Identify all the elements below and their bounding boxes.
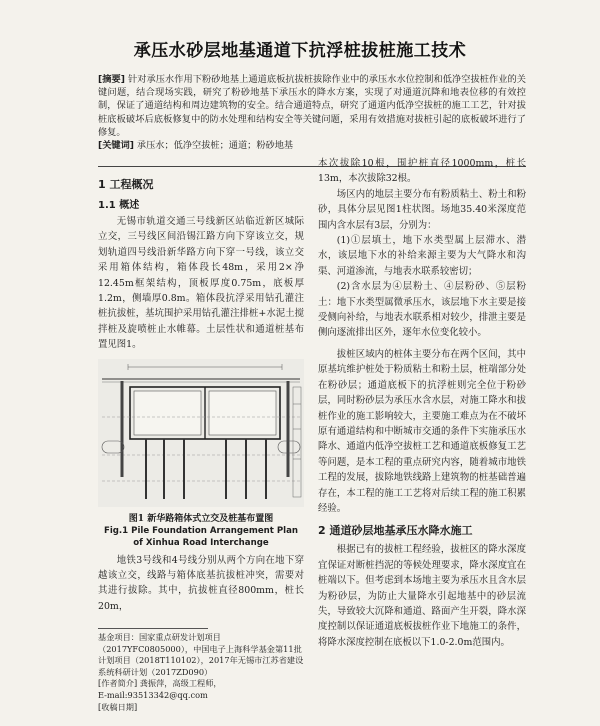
section-1-heading: 1 工程概况 bbox=[98, 178, 154, 191]
right-paragraph-aquifer-2: (2)含水层为④层粉土、④层粉砂、⑤层粉土：地下水类型属微承压水，该层地下水主要是接受侧向补给，与地表水联系相对较少，排泄主要是侧向逐流排出区外，逐年水位变化较小。 bbox=[318, 281, 526, 339]
section-1-1-heading: 1.1 概述 bbox=[98, 200, 140, 211]
figure-1-caption-cn: 图1 新华路箱体式立交及桩基布置图 bbox=[128, 513, 274, 524]
keywords-label: [关键词] bbox=[98, 140, 134, 152]
footnote-email: E-mail:93513342@qq.com bbox=[98, 689, 208, 700]
footnote bbox=[98, 632, 304, 713]
left-column bbox=[98, 176, 304, 614]
right-column bbox=[318, 156, 526, 650]
footnote-fund: 基金项目：国家重点研发计划项目（2017YFC0805000），中国电子上海科学基金第11批计划项目（2018T110102），2017年无锡市江苏省建设系统科研计划（2017ZD090） bbox=[98, 632, 304, 677]
figure-1-caption-en: Fig.1 Pile Foundation Arrangement Plan of Xinhua Road Interchange bbox=[103, 525, 299, 548]
section-1-paragraph-1: 无锡市轨道交通三号线新区站临近新区城际立交，三号线区间沿锡江路方向下穿该立交，规划轨道四号线沿新华路方向下穿一号线，该立交采用箱体结构，箱体段长48m，采用2×净12.45m框架结构，顶板厚度0.75m，底板厚1.2m，侧墙厚0.8m。箱体段抗浮采用钻孔灌注桩抗拔桩，基坑围护采用钻孔灌注排桩+水泥土搅拌桩及旋喷桩止水帷幕。土层性状和通道桩基布置见图1。 bbox=[98, 216, 304, 351]
footnote-received: [收稿日期] bbox=[98, 701, 138, 712]
pile-layout-drawing bbox=[98, 359, 304, 507]
paper-title: 承压水砂层地基通道下抗浮桩拔桩施工技术 bbox=[133, 41, 467, 61]
footnote-divider bbox=[98, 628, 208, 629]
abstract bbox=[98, 73, 526, 152]
section-2-paragraph: 根据已有的拔桩工程经验，拔桩区的降水深度宜保证对断桩挡泥的等候处理要求，降水深度宜在桩端以下。但考虑到本场地主要为承压水且含水层为粉砂层，为防止大量降水引起地基中的砂层流失，导致较大沉降和通道、路面产生开裂，降水深度控制以保证通道底板拔桩作业下地施工的条件，将降水深度控制在底板以下1.0-2.0m范围内。 bbox=[318, 544, 526, 648]
abstract-text: 针对承压水作用下粉砂地基上通道底板抗拔桩拔除作业中的承压水水位控制和低净空拔桩作业的关键问题，结合现场实践，研究了粉砂地基下承压水的降水方案，实现了对通道沉降和地表位移的有效控制，保证了通道结构和周边建筑物的安全。结合通道特点，研究了通道内低净空拔桩的施工工艺，针对拔桩底板破坏后底板修复中的防水处理和结构安全等关键问题，采用有效措施对拔桩引起的底板破坏进行了修复。 bbox=[98, 74, 526, 138]
right-paragraph-geology: 场区内的地层主要分布有粉质粘土、粉土和粉砂，具体分层见图1柱状图。场地35.40米深度范围内含水层有3层，分别为： bbox=[318, 188, 526, 231]
figure-1-diagram bbox=[98, 359, 304, 507]
section-1-paragraph-2: 地铁3号线和4号线分别从两个方向在地下穿越该立交，线路与箱体底基抗拔桩冲突，需要对其进行拔除。其中，抗拔桩直径800mm，桩长20m， bbox=[98, 554, 304, 612]
right-paragraph-continued: 本次拔除10根，围护桩直径1000mm，桩长13m，本次拔除32根。 bbox=[318, 158, 526, 185]
right-paragraph-key-issues: 拔桩区域内的桩体主要分布在两个区间，其中原基坑维护桩处于粉质粘土和粉土层，桩端部分处在粉砂层；通道底板下的抗浮桩则完全位于粉砂层，同时粉砂层为承压水含水层，对施工降水和拔桩作业的施工影响较大，主要施工难点为在不破坏原有通道结构和中断城市交通的条件下实施承压水降水、通道内低净空拔桩工艺和通道底板修复工艺等问题，是本工程的重点研究内容，随着城市地铁工程的发展，拔除地铁线路上建筑物的桩基础普遍存在，本工程的施工工艺将对后续工程的施工积累经验。 bbox=[318, 348, 526, 514]
section-2-heading: 2 通道砂层地基承压水降水施工 bbox=[318, 524, 473, 538]
keywords-text: 承压水；低净空拔桩；通道；粉砂地基 bbox=[136, 140, 294, 152]
right-paragraph-aquifer-1: (1)①层填土，地下水类型属上层滞水、潜水，该层地下水的补给来源主要为大气降水和沟渠、河道渗流，与地表水联系较密切； bbox=[318, 235, 526, 277]
abstract-label: [摘要] bbox=[98, 74, 125, 85]
footnote-author: [作者简介] 龚振萍，高级工程师， bbox=[98, 678, 222, 689]
